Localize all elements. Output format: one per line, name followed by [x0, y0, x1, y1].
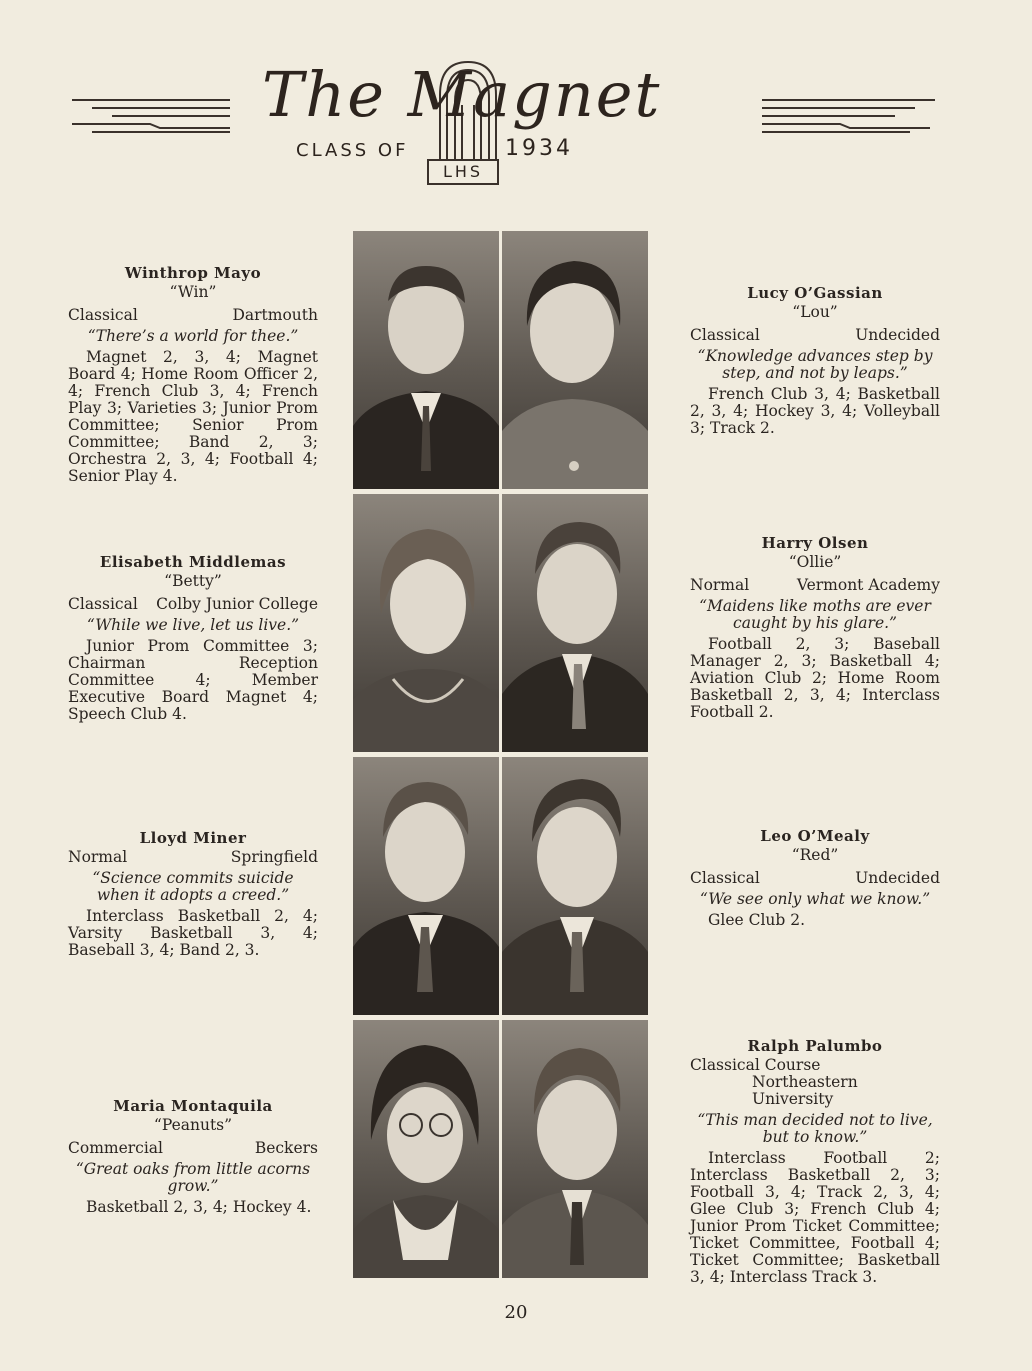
student-activities: Interclass Basketball 2, 4; Varsity Basketball 3, 4; Baseball 3, 4; Band 2, 3. — [68, 907, 318, 959]
student-destination: Springfield — [230, 848, 318, 866]
portrait-icon — [502, 231, 648, 489]
student-nickname: “Lou” — [792, 303, 838, 321]
student-name: Maria Montaquila — [113, 1097, 273, 1115]
student-course: Normal — [690, 576, 750, 594]
entry-elisabeth-middlemas — [68, 554, 318, 723]
entry-ralph-palumbo — [690, 1038, 940, 1286]
portrait-icon — [353, 1020, 499, 1278]
portrait-icon — [502, 1020, 648, 1278]
entry-lucy-ogassian — [690, 285, 940, 437]
student-quote: “Great oaks from little acorns grow.” — [75, 1160, 311, 1195]
student-quote: “We see only what we know.” — [699, 890, 931, 908]
entry-harry-olsen — [690, 535, 940, 721]
student-quote: “This man decided not to live, but to know.” — [697, 1111, 933, 1146]
student-nickname: “Win” — [169, 283, 217, 301]
student-nickname: “Ollie” — [788, 553, 842, 571]
header-title: The Magnet — [262, 58, 662, 131]
student-name: Lloyd Miner — [139, 829, 247, 847]
photo-winthrop-mayo — [353, 231, 499, 489]
photo-maria-montaquila — [353, 1020, 499, 1278]
student-activities: Magnet 2, 3, 4; Magnet Board 4; Home Room Officer 2, 4; French Club 3, 4; French Play 3; Varieties 3; Junior Prom Committee; Senior Prom Committee; Band 2, 3; Orchestra 2, 3, 4; Football 4; Senior Play 4. — [68, 348, 318, 485]
student-course: Normal — [68, 848, 128, 866]
student-quote: “There’s a world for thee.” — [87, 327, 299, 345]
student-name: Ralph Palumbo — [747, 1037, 883, 1055]
portrait-icon — [502, 494, 648, 752]
student-quote: “Science commits suicide when it adopts a creed.” — [92, 869, 294, 904]
photo-leo-omealy — [502, 757, 648, 1015]
student-destination: Undecided — [855, 869, 940, 887]
photo-lloyd-miner — [353, 757, 499, 1015]
student-nickname: “Red” — [791, 846, 839, 864]
student-activities: Basketball 2, 3, 4; Hockey 4. — [86, 1198, 312, 1216]
student-course: Classical — [690, 869, 760, 887]
right-speed-lines-icon — [762, 100, 935, 132]
photo-lucy-ogassian — [502, 231, 648, 489]
student-quote: “Maidens like moths are ever caught by his glare.” — [699, 597, 931, 632]
header-year: 1934 — [505, 136, 573, 161]
student-nickname: “Betty” — [164, 572, 222, 590]
student-destination: Dartmouth — [232, 306, 318, 324]
student-activities: Junior Prom Committee 3; Chairman Reception Committee 4; Member Executive Board Magnet 4; Speech Club 4. — [68, 637, 318, 723]
student-course: Commercial — [68, 1139, 164, 1157]
student-course: Classical Course — [690, 1056, 821, 1074]
student-destination: Beckers — [254, 1139, 318, 1157]
student-course: Classical — [68, 595, 138, 613]
page-number: 20 — [504, 1302, 528, 1323]
entry-leo-omealy — [690, 828, 940, 929]
student-name: Elisabeth Middlemas — [99, 553, 287, 571]
portrait-icon — [502, 757, 648, 1015]
entry-winthrop-mayo — [68, 265, 318, 485]
student-name: Harry Olsen — [761, 534, 869, 552]
student-activities: French Club 3, 4; Basketball 2, 3, 4; Hockey 3, 4; Volleyball 3; Track 2. — [690, 385, 940, 437]
student-activities: Football 2, 3; Baseball Manager 2, 3; Basketball 4; Aviation Club 2; Home Room Basketball 2, 3, 4; Interclass Football 2. — [690, 635, 940, 721]
portrait-icon — [353, 757, 499, 1015]
student-destination: Colby Junior College — [156, 595, 318, 613]
photo-harry-olsen — [502, 494, 648, 752]
header-school: LHS — [442, 162, 484, 181]
student-name: Leo O’Mealy — [760, 827, 870, 845]
student-quote: “Knowledge advances step by step, and not by leaps.” — [697, 347, 933, 382]
student-nickname: “Peanuts” — [153, 1116, 233, 1134]
student-destination: Vermont Academy — [796, 576, 940, 594]
student-destination: Undecided — [855, 326, 940, 344]
photo-elisabeth-middlemas — [353, 494, 499, 752]
student-course: Classical — [690, 326, 760, 344]
student-quote: “While we live, let us live.” — [86, 616, 300, 634]
magnet-header — [0, 0, 1032, 200]
header-class-label: CLASS OF — [296, 140, 409, 161]
entry-maria-montaquila — [68, 1098, 318, 1216]
left-speed-lines-icon — [72, 100, 230, 132]
photo-ralph-palumbo — [502, 1020, 648, 1278]
student-activities: Glee Club 2. — [708, 911, 806, 929]
entry-lloyd-miner — [68, 830, 318, 959]
student-destination: Northeastern University — [752, 1073, 858, 1108]
student-activities: Interclass Football 2; Interclass Basketball 2, 3; Football 3, 4; Track 2, 3, 4; Glee Club 3; French Club 4; Junior Prom Ticket Committee; Ticket Committee, Football 4; Ticket Committee; Basketball 3, 4; Interclass Track 3. — [690, 1149, 940, 1286]
student-course: Classical — [68, 306, 138, 324]
student-name: Winthrop Mayo — [124, 264, 262, 282]
portrait-icon — [353, 231, 499, 489]
student-name: Lucy O’Gassian — [747, 284, 883, 302]
portrait-icon — [353, 494, 499, 752]
